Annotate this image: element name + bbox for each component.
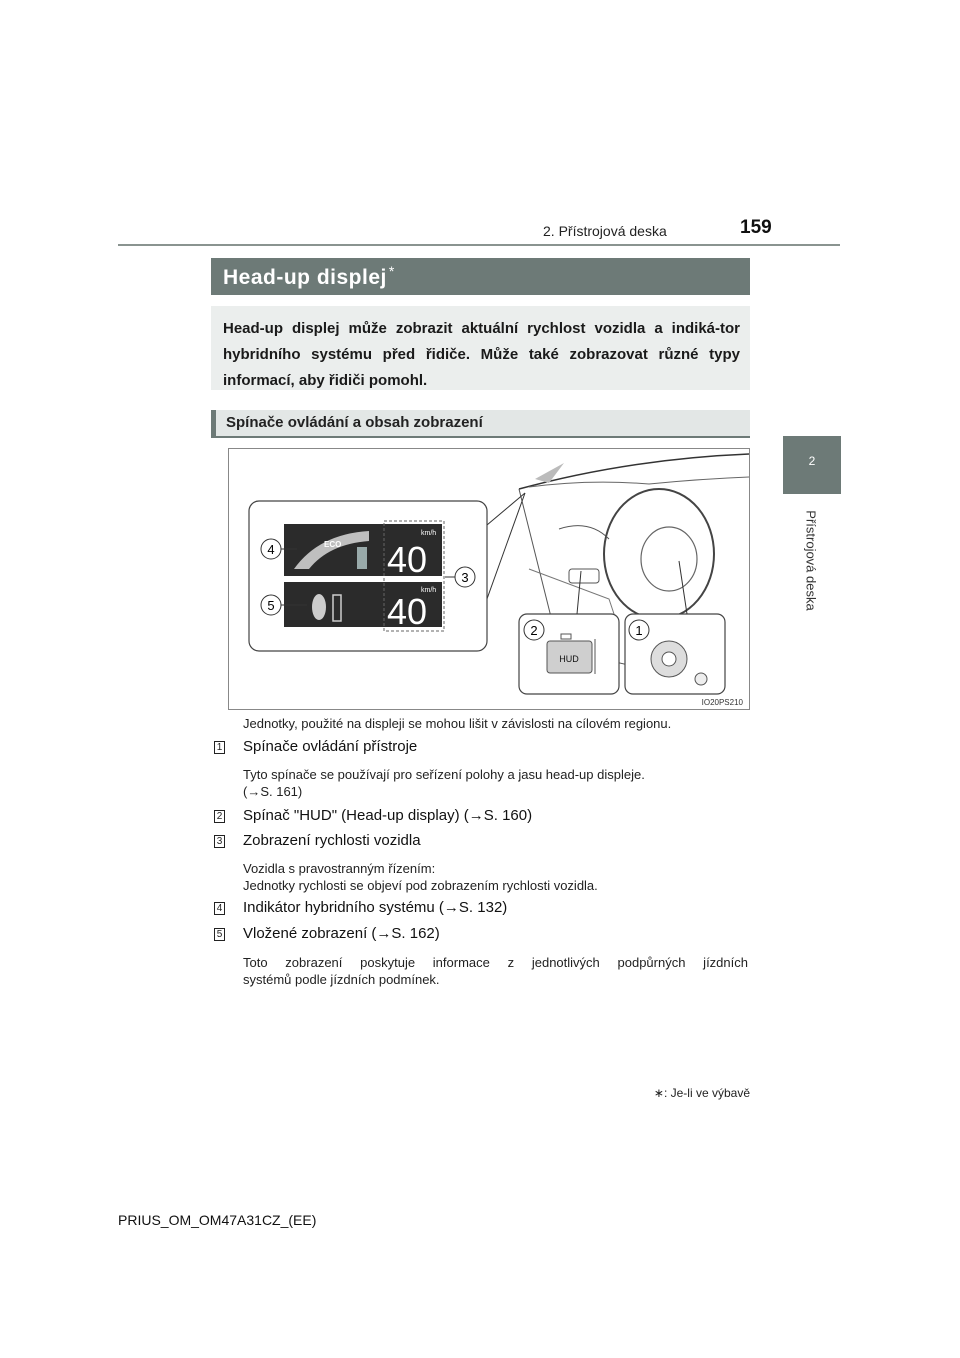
item-label-1: Spínače ovládání přístroje [243,738,418,755]
item-desc-1-line-2: (→S. 161) [243,784,303,799]
item-desc-3-line-2: Jednotky rychlosti se objeví pod zobrazením rychlosti vozidla. [243,878,598,893]
item-label-4: Indikátor hybridního systému (→S. 132) [243,899,508,916]
document-code: PRIUS_OM_OM47A31CZ_(EE) [118,1212,317,1228]
page-number: 159 [740,217,772,238]
subsection-underline [211,436,750,438]
item-label-5: Vložené zobrazení (→S. 162) [243,925,440,942]
callout-4-label: 4 [267,542,275,557]
chapter-tab-label-wrap [756,500,866,620]
item-label-3: Zobrazení rychlosti vozidla [243,832,421,849]
subsection-title: Spínače ovládání a obsah zobrazení [226,414,483,431]
chapter-tab-number: 2 [808,454,816,468]
item-number-2: 2 [214,810,225,823]
chapter-tab-label: Přístrojová deska [803,509,819,611]
callout-2-label: 2 [530,623,538,638]
hud-illustration [228,448,750,710]
chapter-tab [783,436,841,494]
option-star: * [388,263,395,279]
section-title [223,263,395,290]
driving-support-icon [312,594,326,620]
footnote: ∗: Je-li ve výbavě [653,1086,750,1100]
hud-projection-area [535,463,564,483]
item-desc-1-line-1: Tyto spínače se používají pro seřízení polohy a jasu head-up displeje. [243,767,645,782]
item-number-4: 4 [214,902,225,915]
section-title-bar [211,258,750,295]
header-section-title: 2. Přístrojová deska [543,223,667,239]
callout-5-label: 5 [267,598,275,613]
item-desc-5-line-2: systémů podle jízdních podmínek. [243,972,440,987]
illustration-svg [229,449,751,711]
item-number-5: 5 [214,928,225,941]
steering-wheel [604,489,714,619]
item-number-1: 1 [214,741,225,754]
intro-box [211,306,750,390]
hud-switch-label: HUD [559,654,579,664]
speed-unit-lower: km/h [421,587,437,594]
units-note: Jednotky, použité na displeji se mohou lišit v závislosti na cílovém regionu. [243,716,672,731]
item-number-3: 3 [214,835,225,848]
item-label-2: Spínač "HUD" (Head-up display) (→S. 160) [243,807,533,824]
subsection-bar [211,410,750,436]
speed-value-upper: 40 [387,539,428,580]
figure-code: IO20PS210 [701,698,743,707]
callout-3-label: 3 [461,570,469,585]
speed-unit-upper: km/h [421,530,437,537]
intro-text: Head-up displej může zobrazit aktuální rychlost vozidla a indiká-tor hybridního systému před řidiče. Může také zobrazovat různé typy informací, aby řidiči pomohl. [223,320,740,389]
section-title-text: Head-up displej [223,266,387,289]
eco-label: ECO [324,540,342,549]
item-desc-5-line-1: Toto zobrazení poskytuje informace z jednotlivých podpůrných jízdních [243,955,748,970]
item-desc-3-line-1: Vozidla s pravostranným řízením: [243,861,436,876]
header-divider [118,244,840,246]
speed-value-lower: 40 [387,591,428,632]
callout-1-label: 1 [635,623,643,638]
